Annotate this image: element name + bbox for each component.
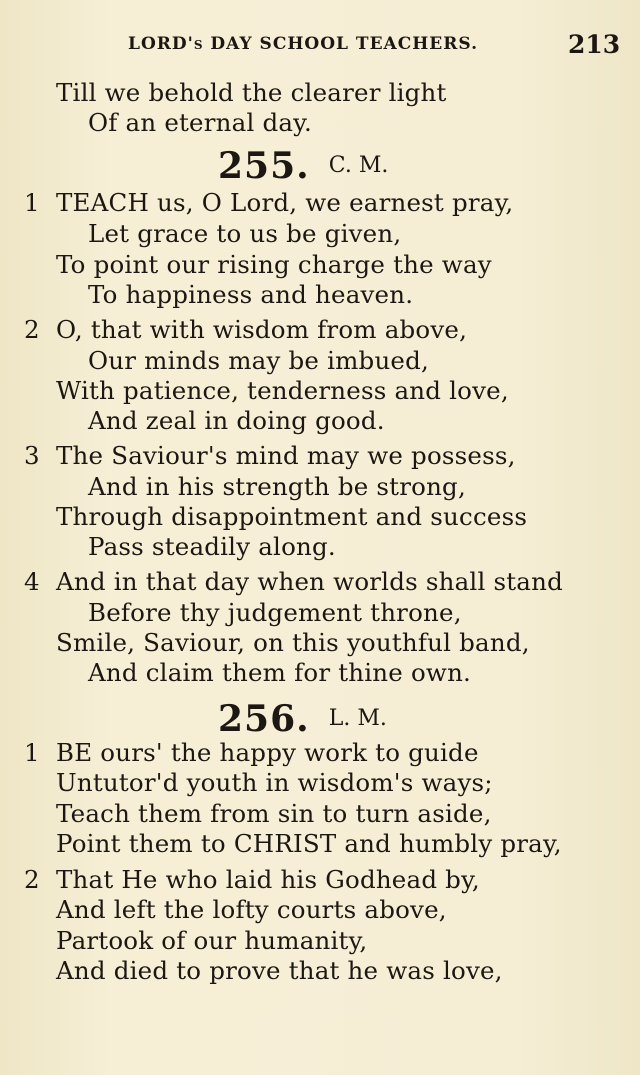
intro-line-2: Of an eternal day. — [88, 108, 312, 137]
verse-line: The Saviour's mind may we possess, — [56, 441, 516, 470]
verse-text: and humbly pray, — [336, 829, 562, 858]
verse-line: TEACH us, O Lord, we earnest pray, — [56, 188, 514, 217]
page-header — [0, 30, 640, 60]
verse-number: 2 — [24, 865, 40, 894]
hymn-meter: C. M. — [328, 153, 389, 178]
verse-line: That He who laid his Godhead by, — [56, 865, 480, 894]
verse-line-christ — [56, 829, 562, 859]
verse-line: To point our rising charge the way — [56, 250, 492, 279]
verse-line: With patience, tenderness and love, — [56, 376, 509, 405]
verse-line: Our minds may be imbued, — [88, 346, 429, 375]
hymn-meter: L. M. — [328, 706, 387, 731]
verse-line: Untutor'd youth in wisdom's ways; — [56, 768, 493, 797]
christ-small-caps: CHRIST — [233, 829, 337, 858]
verse-line: To happiness and heaven. — [88, 280, 414, 309]
verse-line: BE ours' the happy work to guide — [56, 738, 479, 767]
verse-line: And claim them for thine own. — [88, 658, 472, 687]
verse-line: And in his strength be strong, — [88, 472, 466, 501]
verse-line: Partook of our humanity, — [56, 926, 368, 955]
verse-line: Before thy judgement throne, — [88, 598, 462, 627]
hymn-heading-256 — [218, 698, 387, 740]
hymn-number: 256. — [218, 698, 310, 740]
verse-number: 1 — [24, 738, 40, 767]
verse-line: O, that with wisdom from above, — [56, 315, 468, 344]
verse-line: And died to prove that he was love, — [56, 956, 503, 985]
hymn-number: 255. — [218, 145, 310, 187]
verse-line: Through disappointment and success — [56, 502, 528, 531]
verse-line: Pass steadily along. — [88, 532, 336, 561]
verse-line: Smile, Saviour, on this youthful band, — [56, 628, 530, 657]
verse-line: And left the lofty courts above, — [56, 895, 447, 924]
verse-line: Let grace to us be given, — [88, 219, 402, 248]
verse-line: And zeal in doing good. — [88, 406, 385, 435]
verse-number: 2 — [24, 315, 40, 344]
verse-number: 1 — [24, 188, 40, 217]
intro-line-1: Till we behold the clearer light — [56, 78, 447, 107]
verse-line: And in that day when worlds shall stand — [56, 567, 563, 596]
verse-line: Teach them from sin to turn aside, — [56, 799, 492, 828]
verse-number: 4 — [24, 567, 40, 596]
hymn-heading-255 — [218, 145, 388, 187]
running-head: LORD's DAY SCHOOL TEACHERS. — [128, 34, 478, 54]
page-number: 213 — [568, 30, 621, 59]
verse-number: 3 — [24, 441, 40, 470]
verse-text: Point them to — [56, 829, 234, 858]
